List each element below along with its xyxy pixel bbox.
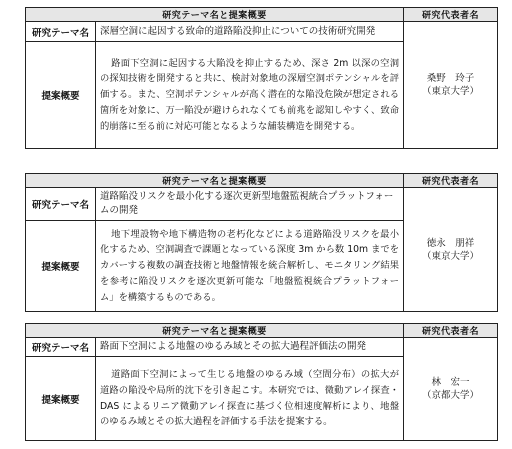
- representative-affiliation: （京都大学）: [422, 390, 480, 401]
- summary-label: 提案概要: [26, 42, 96, 149]
- summary-text: 地下埋設物や地下構造物の老朽化などによる道路陥没リスクを最小化するため、空洞調査で課題となっている深度 3m から数 10m までをカバーする複数の調査技術と地盤情報を統合解析し、モニタリング結果を参考に陥没リスクを逐次更新可能な「地盤監視統合プラットフォーム」を構築するものである。: [96, 221, 404, 312]
- representative-affiliation: （東京大学）: [422, 250, 480, 262]
- project-table-3: [25, 323, 498, 441]
- project-table-1: [25, 7, 498, 149]
- header-name-and-summary: 研究テーマ名と提案概要: [26, 174, 404, 188]
- representative-name: 徳永 朋祥: [426, 237, 475, 249]
- representative-cell: [404, 22, 498, 149]
- theme-value: 深層空洞に起因する致命的道路陥没抑止についての技術研究開発: [96, 22, 404, 42]
- header-name-and-summary: 研究テーマ名と提案概要: [26, 324, 404, 338]
- representative-cell: [404, 338, 498, 441]
- representative-cell: [404, 188, 498, 312]
- representative-affiliation: （東京大学）: [422, 86, 480, 97]
- theme-value: 道路陥没リスクを最小化する逐次更新型地盤監視統合プラットフォームの開発: [96, 188, 404, 221]
- theme-label: 研究テーマ名: [26, 188, 96, 221]
- theme-value: 路面下空洞による地盤のゆるみ域とその拡大過程評価法の開発: [96, 338, 404, 357]
- header-name-and-summary: 研究テーマ名と提案概要: [26, 8, 404, 22]
- summary-label: 提案概要: [26, 221, 96, 312]
- summary-text: 道路面下空洞によって生じる地盤のゆるみ域（空間分布）の拡大が道路の陥没や局所的沈下を引き起こす。本研究では、微動アレイ探査・DAS によるリニア微動アレイ探査に基づく位相速度解析により、地盤のゆるみ域とその拡大過程を評価する手法を提案する。: [96, 357, 404, 441]
- summary-label: 提案概要: [26, 357, 96, 441]
- theme-label: 研究テーマ名: [26, 22, 96, 42]
- header-representative: 研究代表者名: [404, 324, 498, 338]
- theme-label: 研究テーマ名: [26, 338, 96, 357]
- representative-name: 林 宏一: [431, 377, 470, 388]
- header-representative: 研究代表者名: [404, 174, 498, 188]
- representative-name: 桑野 玲子: [426, 73, 475, 84]
- header-representative: 研究代表者名: [404, 8, 498, 22]
- summary-text: 路面下空洞に起因する大陥没を抑止するため、深さ 2m 以深の空洞の探知技術を開発すると共に、検討対象地の深層空洞ポテンシャルを評価する。また、空洞ポテンシャルが高く潜在的な陥没危険が想定される箇所を対象に、万一陥没が避けられなくても前兆を認知しやすく、致命的崩落に至る前に対応可能となるような舗装構造を開発する。: [96, 42, 404, 149]
- project-table-2: [25, 173, 498, 312]
